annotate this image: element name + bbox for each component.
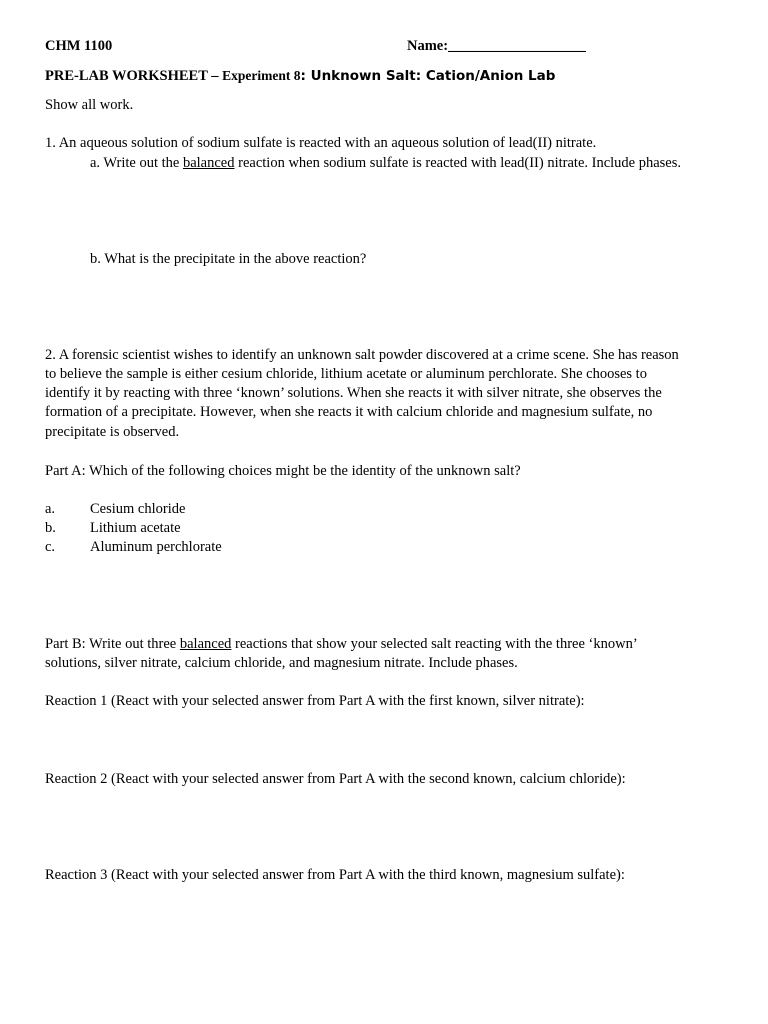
q2-part-a: Part A: Which of the following choices might be the identity of the unknown salt? [45, 463, 521, 479]
title-prefix: PRE-LAB WORKSHEET – [45, 68, 223, 84]
q1a-suffix: reaction when sodium sulfate is reacted with lead(II) nitrate. Include phases. [234, 155, 682, 171]
q2-line-4: formation of a precipitate. However, when she reacts it with calcium chloride and magnesium sulfate, no [45, 404, 653, 420]
title-experiment: Experiment 8 [222, 68, 301, 83]
page-title [45, 66, 555, 86]
title-suffix: : Unknown Salt: Cation/Anion Lab [300, 68, 556, 84]
q2-line-1: 2. A forensic scientist wishes to identify an unknown salt powder discovered at a crime scene. She has reason [45, 347, 679, 363]
part-b-suffix: reactions that show your selected salt reacting with the three ‘known’ [231, 636, 638, 652]
option-letter: a. [45, 501, 56, 517]
q1a-underlined: balanced [182, 155, 235, 171]
option-text: Lithium acetate [90, 520, 181, 536]
part-b-underlined: balanced [179, 636, 232, 652]
name-field: Name:___________________ [407, 38, 586, 54]
option-letter: c. [45, 539, 56, 555]
q2-line-5: precipitate is observed. [45, 424, 180, 440]
q1a-prefix: a. Write out the [90, 155, 183, 171]
instructions: Show all work. [45, 97, 134, 113]
option-letter: b. [45, 520, 56, 536]
q2-part-b-line-1 [45, 635, 638, 654]
q1-stem: 1. An aqueous solution of sodium sulfate is reacted with an aqueous solution of lead(II) nitrate. [45, 135, 597, 151]
q2-line-3: identify it by reacting with three ‘known’ solutions. When she reacts it with silver nitrate, she observes the [45, 385, 662, 401]
course-code: CHM 1100 [45, 38, 113, 54]
option-text: Aluminum perchlorate [90, 539, 222, 555]
q2-line-2: to believe the sample is either cesium chloride, lithium acetate or aluminum perchlorate. She chooses to [45, 366, 647, 382]
q1-part-a [90, 154, 681, 173]
q2-part-b-line-2: solutions, silver nitrate, calcium chloride, and magnesium nitrate. Include phases. [45, 655, 518, 671]
option-text: Cesium chloride [90, 501, 186, 517]
reaction-1-prompt: Reaction 1 (React with your selected answer from Part A with the first known, silver nitrate): [45, 693, 585, 709]
reaction-3-prompt: Reaction 3 (React with your selected answer from Part A with the third known, magnesium sulfate): [45, 867, 625, 883]
part-b-prefix: Part B: Write out three [45, 636, 180, 652]
reaction-2-prompt: Reaction 2 (React with your selected answer from Part A with the second known, calcium chloride): [45, 771, 626, 787]
q1-part-b: b. What is the precipitate in the above reaction? [90, 251, 367, 267]
